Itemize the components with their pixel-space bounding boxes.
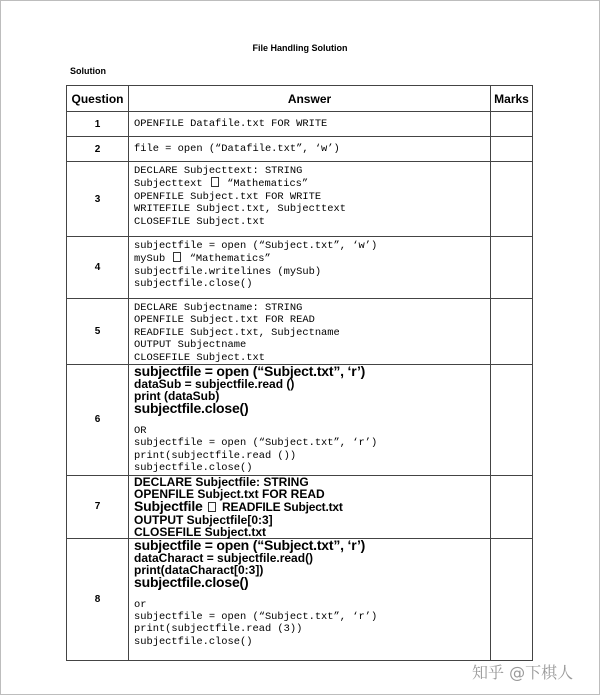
- marks-cell: [491, 299, 533, 365]
- assignment-arrow-icon: [208, 502, 216, 512]
- answer-line: dataSub = subjectfile.read (): [134, 377, 295, 392]
- answer-line: print(subjectfile.read (3)): [134, 623, 303, 636]
- answer-line: subjectfile.writelines (mySub): [134, 265, 322, 278]
- table-row: [67, 137, 533, 162]
- marks-cell: [491, 137, 533, 162]
- table-row: [67, 538, 533, 660]
- header-question: Question: [67, 86, 129, 112]
- answer-line: CLOSEFILE Subject.txt: [134, 215, 265, 228]
- answer-line: subjectfile = open (“Subject.txt”, ‘r’): [134, 363, 366, 380]
- answer-or: OR: [134, 425, 147, 438]
- section-label: Solution: [70, 66, 106, 76]
- answer-line: subjectfile.close(): [134, 278, 253, 291]
- question-number: 7: [67, 475, 129, 538]
- answer-line: OPENFILE Subject.txt FOR READ: [134, 314, 315, 327]
- answer-line: print (dataSub): [134, 389, 220, 404]
- answer-cell: [129, 162, 491, 237]
- header-answer: Answer: [129, 86, 491, 112]
- table-row: [67, 112, 533, 137]
- marks-cell: [491, 162, 533, 237]
- answer-line: print(subjectfile.read ()): [134, 449, 297, 462]
- answer-lines: [129, 299, 490, 364]
- answer-line: “Mathematics”: [227, 178, 309, 191]
- answer-line: DECLARE Subjecttext: STRING: [134, 165, 303, 177]
- answer-line: OPENFILE Subject.txt FOR WRITE: [134, 190, 322, 203]
- answer-line: subjectfile.close(): [134, 400, 249, 417]
- answer-line: subjectfile = open (“Subject.txt”, ‘r’): [134, 611, 378, 624]
- table-row: [67, 299, 533, 365]
- answer-line: WRITEFILE Subject.txt, Subjecttext: [134, 203, 347, 216]
- table-header-row: [67, 86, 533, 112]
- answer-or: or: [134, 598, 147, 611]
- question-number: 1: [67, 112, 129, 137]
- answer-line: “Mathematics”: [189, 253, 271, 266]
- answer-line: DECLARE Subjectname: STRING: [134, 302, 303, 314]
- answer-line-part: READFILE Subject.txt: [222, 499, 343, 514]
- answer-cell: [129, 365, 491, 476]
- answer-line: subjectfile = open (“Subject.txt”, ‘r’): [134, 437, 378, 450]
- answer-line: DECLARE Subjectfile: STRING: [134, 474, 309, 489]
- answer-cell: [129, 538, 491, 660]
- question-number: 3: [67, 162, 129, 237]
- answer-lines: [129, 415, 490, 475]
- question-number: 5: [67, 299, 129, 365]
- question-number: 8: [67, 538, 129, 660]
- answer-line: CLOSEFILE Subject.txt: [134, 351, 265, 364]
- answer-lines: [129, 476, 490, 538]
- answer-line: OUTPUT Subjectname: [134, 339, 247, 352]
- answer-cell: [129, 137, 491, 162]
- solution-table: [66, 85, 533, 661]
- answer-line: OPENFILE Datafile.txt FOR WRITE: [134, 118, 328, 130]
- answer-lines: [129, 589, 490, 649]
- marks-cell: [491, 475, 533, 538]
- answer-line: subjectfile = open (“Subject.txt”, ‘r’): [134, 536, 366, 553]
- question-number: 6: [67, 365, 129, 476]
- answer-cell: [129, 475, 491, 538]
- assignment-arrow-icon: [211, 177, 219, 187]
- answer-line-part: Subjectfile: [134, 497, 203, 514]
- question-number: 2: [67, 137, 129, 162]
- answer-lines: [129, 162, 490, 228]
- table-row: [67, 365, 533, 476]
- answer-line: subjectfile.close(): [134, 462, 253, 475]
- table-row: [67, 237, 533, 299]
- answer-cell: [129, 299, 491, 365]
- marks-cell: [491, 365, 533, 476]
- answer-line: [134, 497, 490, 514]
- answer-line: file = open (“Datafile.txt”, ‘w’): [134, 143, 340, 155]
- answer-line: print(dataCharact[0:3]): [134, 562, 264, 577]
- answer-cell: [129, 237, 491, 299]
- table-row: [67, 162, 533, 237]
- marks-cell: [491, 112, 533, 137]
- answer-line: subjectfile.close(): [134, 573, 249, 590]
- answer-line: READFILE Subject.txt, Subjectname: [134, 326, 340, 339]
- table-row: [67, 475, 533, 538]
- answer-line: CLOSEFILE Subject.txt: [134, 524, 267, 539]
- answer-cell: [129, 112, 491, 137]
- answer-line: OPENFILE Subject.txt FOR READ: [134, 486, 325, 501]
- answer-line: mySub: [134, 253, 166, 266]
- answer-lines: [129, 237, 490, 291]
- question-number: 4: [67, 237, 129, 299]
- answer-line: subjectfile = open (“Subject.txt”, ‘w’): [134, 240, 378, 252]
- marks-cell: [491, 237, 533, 299]
- answer-lines: [129, 365, 490, 415]
- header-marks: Marks: [491, 86, 533, 112]
- document-title: File Handling Solution: [252, 43, 348, 53]
- answer-line: Subjecttext: [134, 178, 203, 191]
- answer-line: OUTPUT Subjectfile[0:3]: [134, 512, 273, 527]
- answer-lines: [129, 536, 490, 590]
- watermark: 知乎 @下棋人: [472, 663, 574, 682]
- assignment-arrow-icon: [173, 252, 181, 262]
- marks-cell: [491, 538, 533, 660]
- answer-line: dataCharact = subjectfile.read(): [134, 550, 314, 565]
- answer-line: subjectfile.close(): [134, 635, 253, 648]
